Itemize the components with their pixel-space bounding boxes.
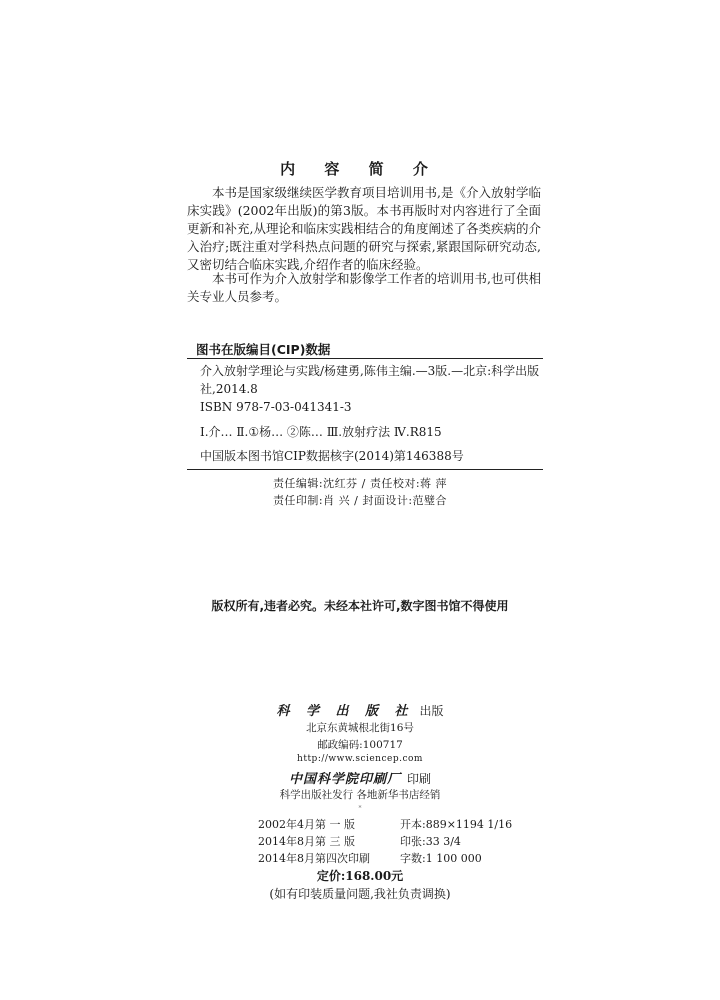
- publisher-address: 北京东黄城根北街16号: [306, 722, 414, 734]
- publisher-suffix: 出版: [419, 704, 444, 718]
- intro-paragraph-1: 本书是国家级继续医学教育项目培训用书,是《介入放射学临床实践》(2002年出版)的第3版。本书再版时对内容进行了全面更新和补充,从理论和临床实践相结合的角度阐述了各类疾病的介入治疗;既注重对学科热点问题的研究与探索,紧跟国际研究动态,又密切结合临床实践,介绍作者的临床经验。: [187, 185, 541, 272]
- edition-row-2-right: 印张:33 3/4: [400, 835, 461, 848]
- edition-row-3-right: 字数:1 100 000: [400, 852, 482, 865]
- cip-heading: 图书在版编目(CIP)数据: [196, 342, 331, 357]
- separator-mark: *: [358, 805, 362, 812]
- intro-paragraph-2: 本书可作为介入放射学和影像学工作者的培训用书,也可供相关专业人员参考。: [187, 271, 541, 304]
- edition-row-1-left: 2002年4月第 一 版: [258, 818, 355, 831]
- publisher-name: 科 学 出 版 社: [276, 704, 414, 719]
- publisher-website: http://www.sciencep.com: [297, 754, 423, 764]
- edition-row-1-right: 开本:889×1194 1/16: [400, 818, 513, 831]
- quality-note: (如有印装质量问题,我社负责调换): [269, 887, 451, 901]
- staff-production: 责任印制:肖 兴 / 封面设计:范璧合: [272, 494, 448, 507]
- cip-line-classification: Ⅰ.介… Ⅱ.①杨… ②陈… Ⅲ.放射疗法 Ⅳ.R815: [200, 425, 442, 439]
- price: 定价:168.00元: [316, 869, 404, 883]
- printer-suffix: 印刷: [407, 772, 432, 786]
- cip-line-cip-number: 中国版本图书馆CIP数据核字(2014)第146388号: [200, 449, 464, 463]
- publisher-postcode: 邮政编码:100717: [317, 739, 403, 751]
- cip-top-rule: [187, 358, 543, 359]
- cip-bottom-rule: [187, 469, 543, 470]
- staff-editors: 责任编辑:沈红芬 / 责任校对:蒋 萍: [272, 477, 448, 490]
- copyright-notice: 版权所有,违者必究。未经本社许可,数字图书馆不得使用: [211, 599, 509, 613]
- edition-row-3-left: 2014年8月第四次印刷: [258, 852, 370, 865]
- publisher-line: [0, 700, 720, 719]
- cip-line-isbn: ISBN 978-7-03-041341-3: [200, 400, 352, 414]
- intro-title: 内 容 简 介: [280, 160, 440, 178]
- printer-name: 中国科学院印刷厂: [288, 772, 401, 787]
- edition-row-2-left: 2014年8月第 三 版: [258, 835, 355, 848]
- cip-line-title: 介入放射学理论与实践/杨建勇,陈伟主编.—3版.—北京:科学出版社,2014.8: [200, 364, 540, 396]
- distribution-line: 科学出版社发行 各地新华书店经销: [279, 789, 441, 801]
- printer-line: [0, 768, 720, 787]
